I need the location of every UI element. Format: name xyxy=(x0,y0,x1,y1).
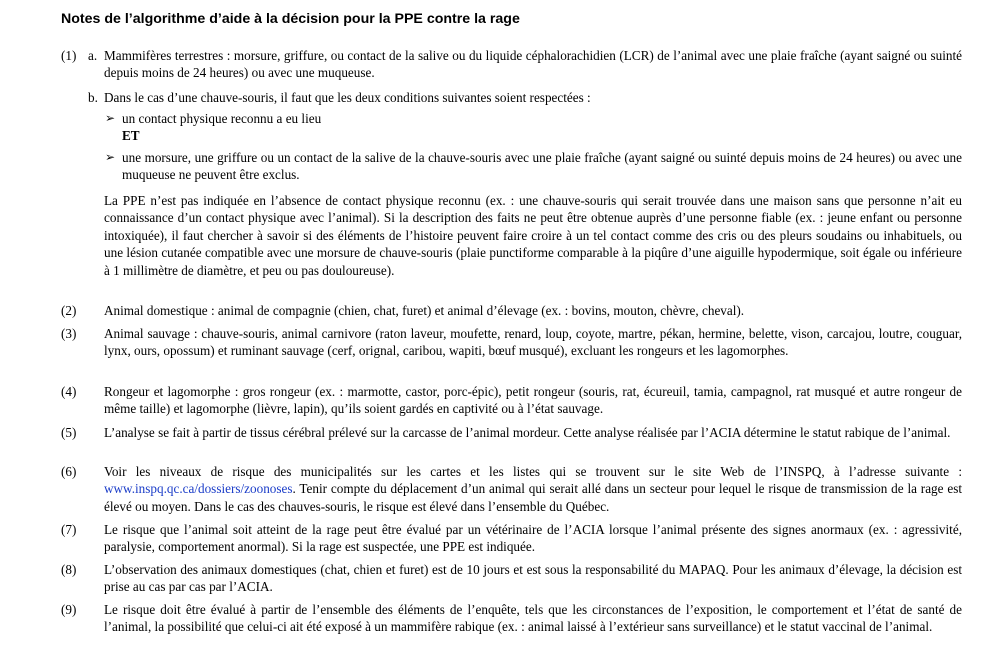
note-5-text: L’analyse se fait à partir de tissus cérébral prélevé sur la carcasse de l’animal mordeur. Cette analyse réalisée par l’ACIA détermine le statut rabique de l’animal. xyxy=(104,425,951,440)
note-5-number: (5) xyxy=(61,425,77,440)
note-4-text: Rongeur et lagomorphe : gros rongeur (ex. : marmotte, castor, porc-épic), petit rongeur (souris, rat, écureuil, tamia, campagnol, rat musqué et autre rongeur de même taille) et lagomorphe (lièvre, lapin), qu’ils soient gardés en captivité ou à l’état sauvage. xyxy=(104,384,962,417)
note-9-number: (9) xyxy=(61,602,77,617)
note-6-text-after: . Tenir compte du déplacement d’un animal qui serait allé dans un secteur pour lequel le risque de transmission de la rage est élevé ou moyen. Dans le cas des chauves-souris, le risque est élevé dans l’ensemble du Québec. xyxy=(104,481,962,514)
note-1-paragraph: La PPE n’est pas indiquée en l’absence de contact physique reconnu (ex. : une chauve-souris qui serait trouvée dans une maison sans que personne n’ait eu connaissance d’un contact physique avec l’animal). Si la description des faits ne peut être obtenue auprès d’une personne fiable (ex. : jeune enfant ou personne intoxiquée), il faut chercher à savoir si des éléments de l’histoire peuvent faire croire à un tel contact comme des cris ou des pleurs soudains ou inhabituels, ou une lésion cutanée compatible avec une morsure de chauve-souris (plaie punctiforme comparable à la piqûre d’une aiguille hypodermique, soit égale ou inférieure à 1 millimètre de diamètre, et peu ou pas douloureuse). xyxy=(104,193,962,278)
note-7-text: Le risque que l’animal soit atteint de la rage peut être évalué par un vétérinaire de l’ACIA lorsque l’animal présente des signes anormaux (ex. : agressivité, paralysie, comportement anormal). Si la rage est suspectée, une PPE est indiquée. xyxy=(104,522,962,555)
note-8-text: L’observation des animaux domestiques (chat, chien et furet) est de 10 jours et est sous la responsabilité du MAPAQ. Pour les animaux d’élevage, la décision est prise au cas par cas par l’ACIA. xyxy=(104,562,962,595)
bat-condition-2: une morsure, une griffure ou un contact de la salive de la chauve-souris avec une plaie fraîche (ayant saigné ou suinté depuis moins de 24 heures) ou avec une muqueuse ne peuvent être exclus. xyxy=(122,150,962,183)
bullet-arrow-icon: ➢ xyxy=(105,150,116,164)
note-6-number: (6) xyxy=(61,464,77,479)
note-3-number: (3) xyxy=(61,326,77,341)
note-2-text: Animal domestique : animal de compagnie (chien, chat, furet) et animal d’élevage (ex. : bovins, mouton, chèvre, cheval). xyxy=(104,303,745,318)
note-6-text-before: Voir les niveaux de risque des municipalités sur les cartes et les listes qui se trouvent sur le site Web de l’INSPQ, à l’adresse suivante : xyxy=(104,464,962,479)
note-7-number: (7) xyxy=(61,522,77,537)
page-title: Notes de l’algorithme d’aide à la décision pour la PPE contre la rage xyxy=(61,11,520,27)
note-1-number: (1) xyxy=(61,48,77,63)
note-1a-text: Mammifères terrestres : morsure, griffure, ou contact de la salive ou du liquide céphalorachidien (LCR) de l’animal avec une plaie fraîche (ayant saigné ou suinté depuis moins de 24 heures) ou avec une muqueuse. xyxy=(104,48,962,81)
note-6-text xyxy=(104,463,962,515)
note-3-text: Animal sauvage : chauve-souris, animal carnivore (raton laveur, moufette, renard, loup, coyote, martre, pékan, hermine, belette, vison, carcajou, loutre, couguar, lynx, ours, opossum) et ruminant sauvage (cerf, orignal, caribou, wapiti, bœuf musqué), excluant les rongeurs et les lagomorphes. xyxy=(104,326,962,359)
note-9-text: Le risque doit être évalué à partir de l’ensemble des éléments de l’enquête, tels que les circonstances de l’exposition, le comportement et l’état de santé de l’animal, la possibilité que celui-ci ait été exposé à un mammifère rabique (ex. : animal laissé à l’extérieur sans surveillance) et le statut vaccinal de l’animal. xyxy=(104,602,962,635)
conjunction-et: ET xyxy=(122,128,140,143)
note-1b-label: b. xyxy=(88,90,98,105)
note-1a-label: a. xyxy=(88,48,98,63)
note-8-number: (8) xyxy=(61,562,77,577)
note-2-number: (2) xyxy=(61,303,77,318)
bat-condition-1: un contact physique reconnu a eu lieu xyxy=(122,111,322,126)
note-1b-text: Dans le cas d’une chauve-souris, il faut que les deux conditions suivantes soient respectées : xyxy=(104,90,591,105)
bullet-arrow-icon: ➢ xyxy=(105,111,116,125)
inspq-zoonoses-link[interactable]: www.inspq.qc.ca/dossiers/zoonoses xyxy=(104,481,293,497)
note-4-number: (4) xyxy=(61,384,77,399)
